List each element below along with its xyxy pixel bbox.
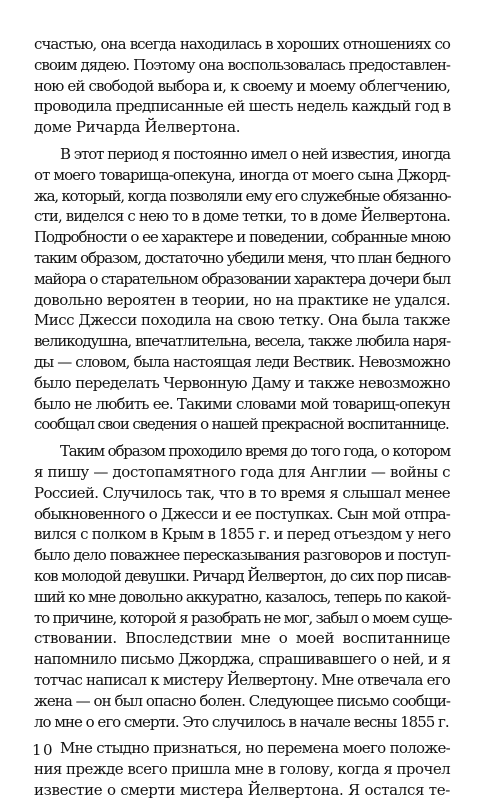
text-line: Мне стыдно признаться, но перемена моего положе-	[60, 739, 450, 758]
text-line: таким образом, достаточно убедили меня, что план бедного	[34, 248, 450, 267]
paragraph	[34, 738, 450, 800]
body-text	[34, 34, 450, 801]
text-line: Россией. Случилось так, что в то время я слышал менее	[34, 483, 450, 502]
text-line: то причине, которой я разобрать не мог, забыл о моем суще-	[34, 608, 452, 627]
text-line: своим дядею. Поэтому она воспользовалась предоставлен-	[34, 55, 450, 74]
text-line: от моего товарища-опекуна, иногда от моего сына Джорд-	[34, 165, 450, 184]
text-line: великодушна, впечатлительна, весела, также любила наря-	[34, 332, 450, 351]
text-line: было дело поважнее пересказывания разговоров и поступ-	[34, 546, 450, 565]
text-line: счастью, она всегда находилась в хороших отношениях со	[34, 35, 450, 53]
text-line: тотчас написал к мистеру Йелвертону. Мне отвечала его	[34, 670, 451, 689]
text-line: обыкновенного о Джесси и ее поступках. Сын мой отпра-	[34, 504, 450, 523]
text-line: Таким образом проходило время до того года, о котором	[60, 442, 450, 461]
text-line: вился с полком в Крым в 1855 г. и перед отъездом у него	[34, 525, 451, 544]
text-line: ною ей свободой выбора и, к своему и моему облегчению,	[34, 76, 450, 95]
paragraph	[34, 144, 450, 435]
text-line: довольно вероятен в теории, но на практике не удался.	[34, 290, 451, 309]
text-line: майора о старательном образовании характера дочери был	[34, 269, 450, 288]
text-line: напомнило письмо Джорджа, спрашивавшего о ней, и я	[34, 650, 451, 669]
text-line: известие о смерти мистера Йелвертона. Я остался те-	[34, 780, 450, 799]
text-line: ков молодой девушки. Ричард Йелвертон, до сих пор писав-	[34, 566, 450, 585]
text-line: жена — он был опасно болен. Следующее письмо сообщи-	[34, 691, 450, 710]
text-line: ния прежде всего пришла мне в голову, когда я прочел	[34, 760, 451, 779]
text-line: я пишу — достопамятного года для Англии — войны с	[34, 462, 451, 481]
text-line: В этот период я постоянно имел о ней известия, иногда	[60, 144, 450, 163]
text-line: Подробности о ее характере и поведении, собранные мною	[34, 228, 450, 247]
text-line: Мисс Джесси походила на свою тетку. Она была также	[34, 311, 450, 330]
text-line: сти, виделся с нею то в доме тетки, то в доме Йелвертона.	[34, 207, 450, 226]
text-line: ший ко мне довольно аккуратно, казалось, теперь по какой-	[34, 587, 450, 606]
text-line: проводила предписанные ей шесть недель каждый год в	[34, 97, 451, 116]
text-line: доме Ричарда Йелвертона.	[34, 118, 241, 137]
page-number: 10	[32, 741, 55, 759]
text-line: ствовании. Впоследствии мне о моей воспитаннице	[34, 629, 450, 648]
text-line: жа, который, когда позволяли ему его служебные обязанно-	[34, 186, 451, 205]
text-line: ло мне о его смерти. Это случилось в начале весны 1855 г.	[34, 712, 449, 731]
paragraph	[34, 34, 450, 138]
text-line: ды — словом, была настоящая леди Вествик. Невозможно	[34, 352, 450, 371]
text-line: сообщал свои сведения о нашей прекрасной воспитаннице.	[34, 415, 449, 434]
text-line: было не любить ее. Такими словами мой товарищ-опекун	[34, 394, 450, 413]
paragraph	[34, 441, 450, 732]
text-line: было переделать Червонную Даму и также невозможно	[34, 373, 450, 392]
